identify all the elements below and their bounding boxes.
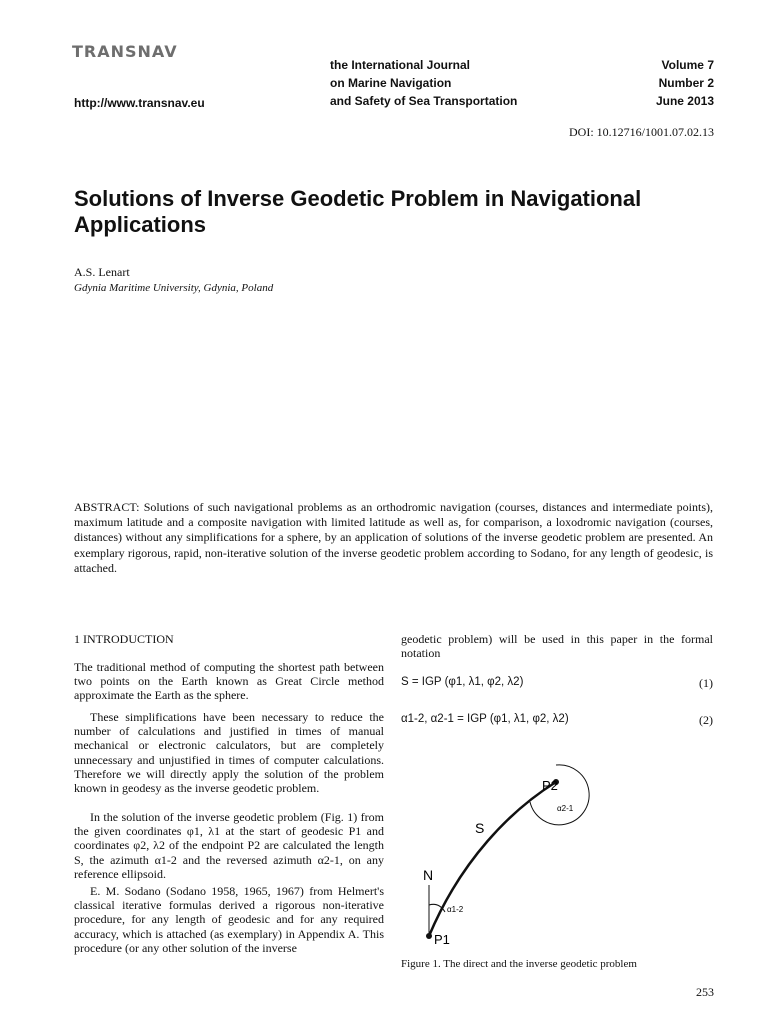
equation-1: [401, 676, 713, 688]
intro-paragraph-2: These simplifications have been necessary to reduce the number of calculations and justified in times of manual mechanical or electronic calculators, but are completely unnecessary and unjustified in times of computer calculations. Therefore we will directly apply the solution of the problem known in geodesy as the inverse geodetic problem.: [74, 710, 384, 796]
page-number: 253: [696, 985, 714, 999]
intro-paragraph-4: E. M. Sodano (Sodano 1958, 1965, 1967) from Helmert's classical iterative formulas derived a rigorous non-iterative procedure, for any length of geodesic and for any required accuracy, which is attached (as exemplary) in Appendix A. This procedure (or any other solution of the inverse: [74, 884, 384, 955]
label-alpha21: α2-1: [557, 804, 574, 813]
figure-caption: Figure 1. The direct and the inverse geodetic problem: [401, 958, 637, 970]
journal-line-2: on Marine Navigation: [330, 76, 452, 90]
point-p1: [426, 933, 432, 939]
equation-1-number: (1): [699, 676, 713, 690]
abstract: ABSTRACT: Solutions of such navigational problems as an orthodromic navigation (courses, distances and intermediate points), maximum latitude and a composite navigation with limited latitude as well as, for comparison, a loxodromic navigation (courses, distances) without any simplifications for a sphere, by an application of solutions of the inverse geodetic problem are presented. An exemplary rigorous, rapid, non-iterative solution of the inverse geodetic problem according to Sodano, for any length of geodesic, is attached.: [74, 500, 713, 575]
intro-paragraph-3: In the solution of the inverse geodetic problem (Fig. 1) from the given coordinates φ1, λ1 at the start of geodesic P1 and coordinates φ2, λ2 of the endpoint P2 are calculated the length S, the azimuth α1-2 and the reversed azimuth α2-1, on any reference ellipsoid.: [74, 810, 384, 881]
volume: Volume 7: [661, 58, 714, 72]
volume-info: [656, 56, 714, 110]
journal-line-3: and Safety of Sea Transportation: [330, 94, 518, 108]
journal-url[interactable]: http://www.transnav.eu: [74, 96, 205, 110]
figure-geodesic-diagram: [401, 740, 713, 955]
intro-paragraph-1: The traditional method of computing the shortest path between two points on the Earth known as Great Circle method approximate the Earth as the sphere.: [74, 660, 384, 703]
section-heading: 1 INTRODUCTION: [74, 632, 174, 646]
journal-logo: TRANSNAV: [72, 42, 178, 61]
equation-2-text: α1-2, α2-1 = IGP (φ1, λ1, φ2, λ2): [401, 713, 569, 725]
equation-1-text: S = IGP (φ1, λ1, φ2, λ2): [401, 676, 524, 688]
intro-paragraph-5: geodetic problem) will be used in this paper in the formal notation: [401, 632, 713, 661]
issue-date: June 2013: [655, 94, 714, 108]
number: Number 2: [658, 76, 714, 90]
equation-2-number: (2): [699, 713, 713, 727]
equation-2: [401, 713, 713, 725]
journal-name: [330, 56, 517, 110]
label-p2: P2: [542, 778, 558, 793]
affiliation: Gdynia Maritime University, Gdynia, Poland: [74, 282, 274, 294]
label-alpha12: α1-2: [447, 905, 464, 914]
label-s: S: [475, 820, 485, 836]
label-p1: P1: [434, 932, 450, 947]
dot-mark: .: [532, 872, 533, 873]
label-n: N: [423, 867, 434, 883]
journal-line-1: the International Journal: [330, 58, 471, 72]
author: A.S. Lenart: [74, 265, 130, 279]
paper-title: Solutions of Inverse Geodetic Problem in Navigational Applications: [74, 186, 642, 237]
doi[interactable]: DOI: 10.12716/1001.07.02.13: [569, 125, 714, 139]
